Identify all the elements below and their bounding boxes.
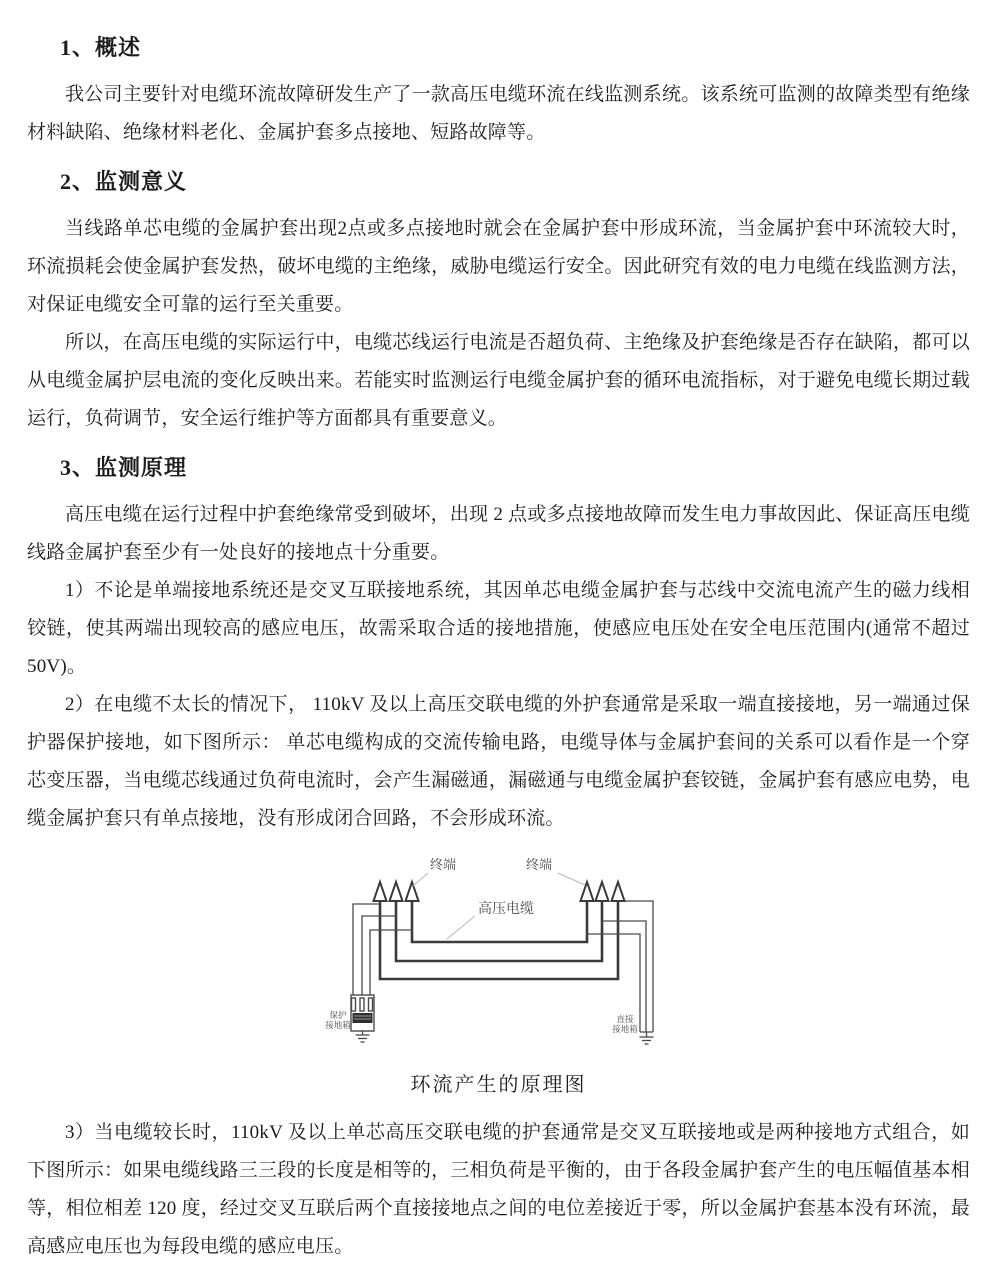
- arrester-2: [360, 998, 364, 1011]
- terminal-arrow-icon: [595, 882, 608, 901]
- direct-box-label-line1: 直接: [615, 1014, 634, 1024]
- section-heading-monitoring-principle: 3、监测原理: [60, 455, 188, 480]
- direct-box-label-line2: 接地箱: [611, 1024, 638, 1034]
- section-heading-overview: 1、概述: [60, 35, 142, 60]
- left-lead-1: [353, 904, 380, 995]
- protective-box-label-line2: 接地箱: [324, 1020, 351, 1030]
- leader-terminal-left: [413, 873, 428, 886]
- terminal-right-label: 终端: [525, 857, 552, 872]
- hv-cable-label: 高压电缆: [477, 902, 534, 917]
- left-sheath-leads: [353, 904, 412, 995]
- leader-cable: [447, 916, 475, 939]
- left-terminal-arrows: [373, 882, 418, 901]
- paragraph-principle-item1: 1）不论是单端接地系统还是交叉互联接地系统，其因单芯电缆金属护套与芯线中交流电流产生的磁力线相铰链，使其两端出现较高的感应电压，故需采取合适的接地措施，使感应电压处在安全电压范围内(通常不超过 50V)。: [27, 580, 970, 677]
- arrester-1: [351, 998, 355, 1011]
- ground-icon: [355, 1035, 369, 1042]
- figure-caption: 环流产生的原理图: [410, 1074, 587, 1096]
- cable-schematic-diagram: [299, 846, 699, 1066]
- left-lead-3: [370, 930, 412, 995]
- right-terminal-arrows: [580, 882, 624, 901]
- protective-box-label-line1: 保护: [328, 1010, 347, 1020]
- terminal-left-label: 终端: [429, 857, 456, 872]
- terminal-arrow-icon: [405, 882, 418, 901]
- arrester-block: [352, 1013, 372, 1023]
- paragraph-principle-intro: 高压电缆在运行过程中护套绝缘常受到破坏，出现 2 点或多点接地故障而发生电力事故因此、保证高压电缆线路金属护套至少有一处良好的接地点十分重要。: [27, 504, 970, 563]
- paragraph-significance-2: 所以，在高压电缆的实际运行中，电缆芯线运行电流是否超负荷、主绝缘及护套绝缘是否存在缺陷，都可以从电缆金属护层电流的变化反映出来。若能实时监测运行电缆金属护套的循环电流指标，对于避免电缆长期过载运行，负荷调节，安全运行维护等方面都具有重要意义。: [27, 332, 970, 429]
- paragraph-overview: 我公司主要针对电缆环流故障研发生产了一款高压电缆环流在线监测系统。该系统可监测的故障类型有绝缘材料缺陷、绝缘材料老化、金属护套多点接地、短路故障等。: [27, 84, 970, 143]
- terminal-arrow-icon: [389, 882, 402, 901]
- arrester-3: [368, 998, 372, 1011]
- ground-icon: [639, 1037, 653, 1044]
- section-heading-monitoring-significance: 2、监测意义: [60, 169, 188, 194]
- protective-earthing-box: [351, 995, 374, 1042]
- paragraph-principle-item2: 2）在电缆不太长的情况下， 110kV 及以上高压交联电缆的外护套通常是采取一端直接接地，另一端通过保护器保护接地，如下图所示： 单芯电缆构成的交流传输电路，电缆导体与金属护套间的关系可以看作是一个穿芯变压器，当电缆芯线通过负荷电流时，会产生漏磁通，漏磁通与电缆金属护套铰链，金属护套有感应电势，电缆金属护套只有单点接地，没有形成闭合回路，不会形成环流。: [27, 694, 970, 829]
- paragraph-significance-1: 当线路单芯电缆的金属护套出现2点或多点接地时就会在金属护套中形成环流，当金属护套中环流较大时，环流损耗会使金属护套发热，破坏电缆的主绝缘，威胁电缆运行安全。因此研究有效的电力电缆在线监测方法，对保证电缆安全可靠的运行至关重要。: [27, 218, 970, 315]
- paragraph-principle-item3: 3）当电缆较长时，110kV 及以上单芯高压交联电缆的护套通常是交叉互联接地或是两种接地方式组合，如下图所示：如果电缆线路三三段的长度是相等的，三相负荷是平衡的，由于各段金属护套产生的电压幅值基本相等，相位相差 120 度，经过交叉互联后两个直接接地点之间的电位差接近于零，所以金属护套基本没有环流，最高感应电压也为每段电缆的感应电压。: [27, 1122, 970, 1257]
- circulating-current-figure: [27, 846, 970, 1098]
- terminal-arrow-icon: [373, 882, 386, 901]
- terminal-arrow-icon: [580, 882, 593, 901]
- terminal-arrow-icon: [611, 882, 624, 901]
- leader-terminal-right: [558, 873, 585, 885]
